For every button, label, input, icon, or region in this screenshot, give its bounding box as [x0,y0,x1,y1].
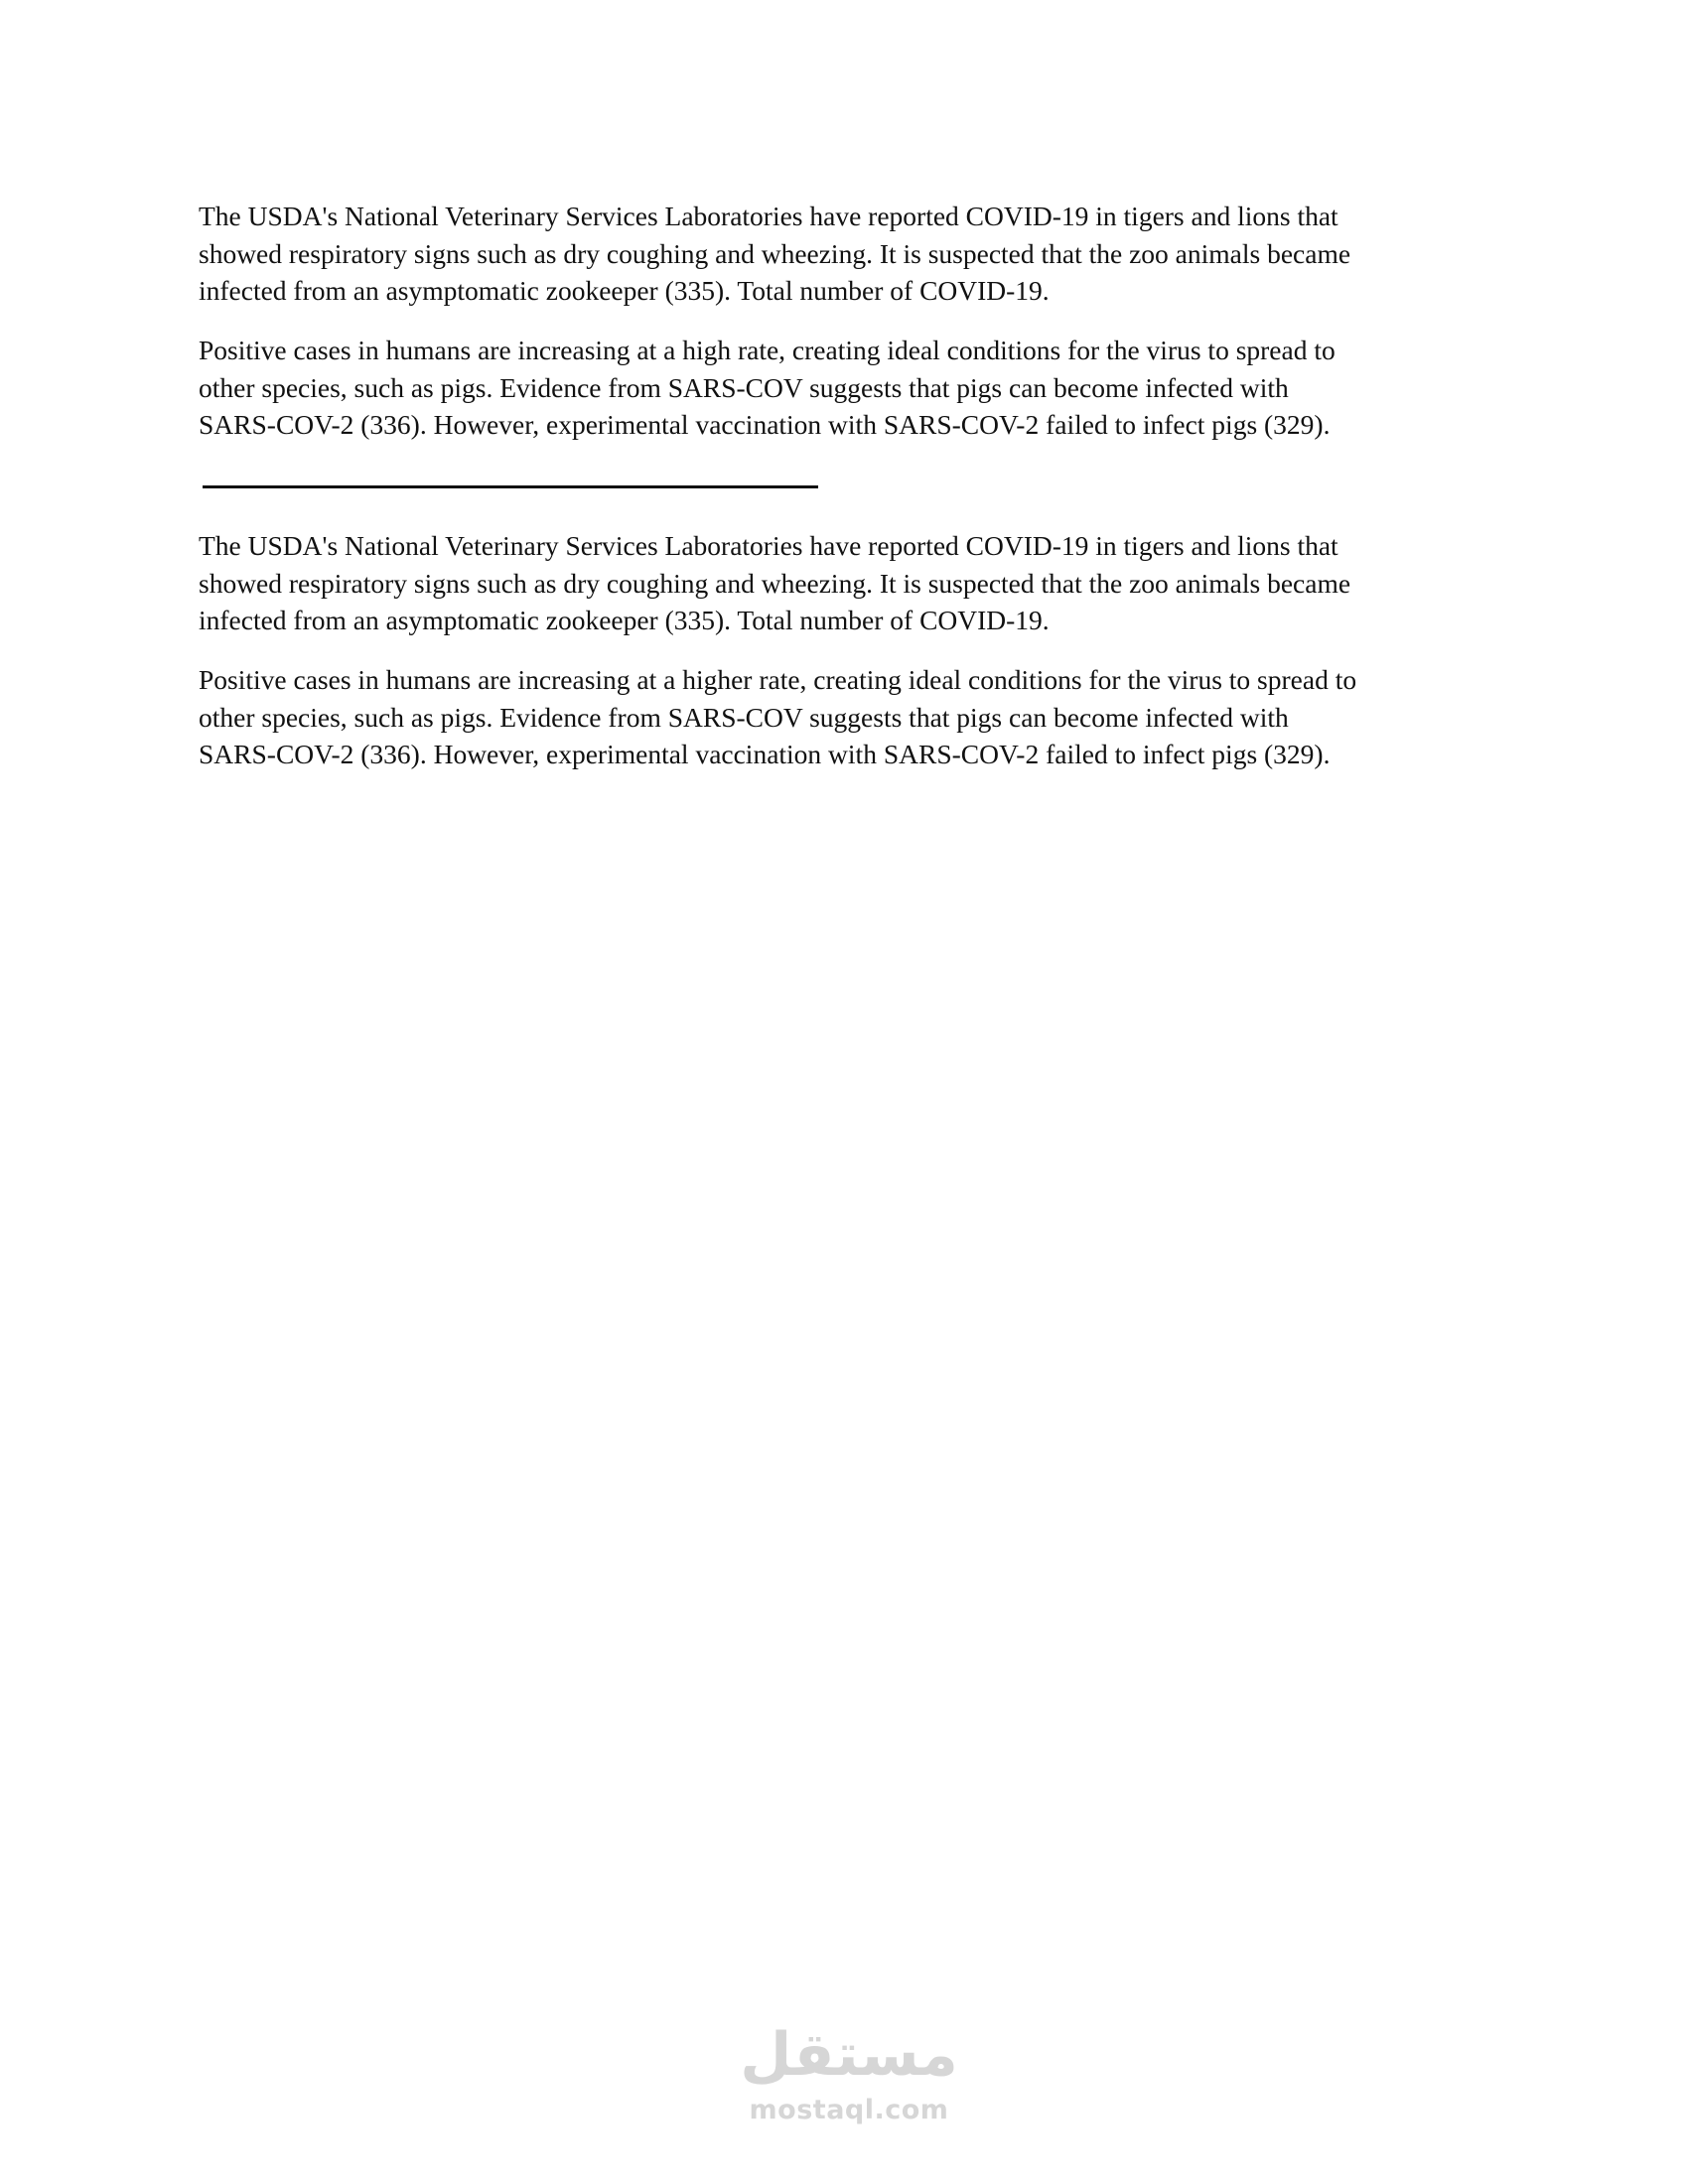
text-line: showed respiratory signs such as dry coughing and wheezing. It is suspected that the zoo animals became [199,567,1351,599]
text-line: The USDA's National Veterinary Services Laboratories have reported COVID-19 in tigers and lions that [199,201,1338,231]
text-line: showed respiratory signs such as dry coughing and wheezing. It is suspected that the zoo animals became [199,237,1351,269]
text-line: other species, such as pigs. Evidence from SARS-COV suggests that pigs can become infected with [199,701,1289,733]
paragraph-revised-1 [199,527,1489,639]
text-line: Positive cases in humans are increasing at a high rate, creating ideal conditions for the virus to spread to [199,335,1336,365]
paragraph-original-1 [199,198,1489,310]
section-divider [203,485,818,488]
text-line: SARS-COV-2 (336). However, experimental vaccination with SARS-COV-2 failed to infect pigs (329). [199,409,1331,440]
watermark-logo-arabic: مستقل [740,2020,958,2090]
text-line: Positive cases in humans are increasing at a higher rate, creating ideal conditions for the virus to spread to [199,664,1357,695]
watermark-logo-latin: mostaql.com [749,2095,949,2125]
paragraph-revised-2 [199,661,1489,773]
mostaql-watermark [725,2015,973,2154]
paragraph-original-2 [199,332,1489,444]
text-line: infected from an asymptomatic zookeeper (335). Total number of COVID-19. [199,275,1050,306]
text-line: other species, such as pigs. Evidence from SARS-COV suggests that pigs can become infected with [199,371,1289,403]
text-line: infected from an asymptomatic zookeeper (335). Total number of COVID-19. [199,605,1050,635]
text-line: The USDA's National Veterinary Services Laboratories have reported COVID-19 in tigers and lions that [199,530,1338,561]
text-line: SARS-COV-2 (336). However, experimental vaccination with SARS-COV-2 failed to infect pigs (329). [199,739,1331,769]
